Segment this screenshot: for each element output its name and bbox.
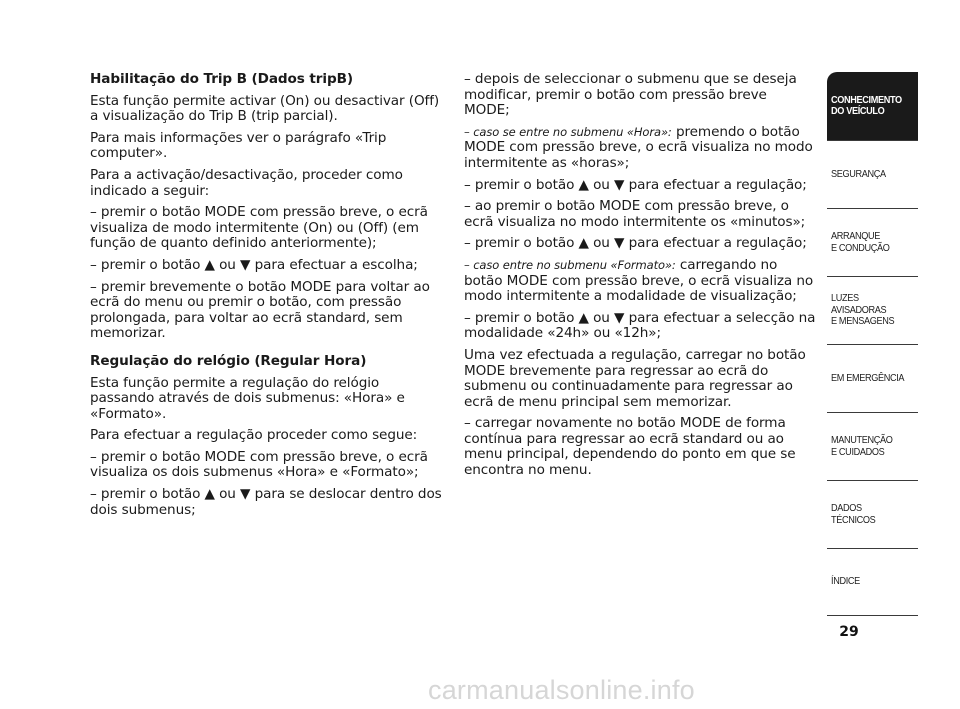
paragraph: Esta função permite activar (On) ou desactivar (Off) a visualização do Trip B (trip parcial). [90, 92, 440, 125]
instruction-step: – premir o botão ▲ ou ▼ para efectuar a escolha; [90, 256, 418, 273]
tab-conhecimento-do-veiculo[interactable]: CONHECIMENTO DO VEÍCULO [827, 72, 918, 140]
instruction-step: – premir o botão ▲ ou ▼ para efectuar a regulação; [464, 235, 807, 252]
instruction-step: – premir brevemente o botão MODE para voltar ao ecrã do menu ou premir o botão, com pressão prolongada, para voltar ao ecrã standard, sem memorizar. [90, 278, 430, 342]
submenu-label-formato: – caso entre no submenu «Formato»: [464, 257, 676, 272]
step-text: premendo o botão MODE com pressão breve, o ecrã visualiza no modo intermitente as «horas»; [464, 123, 813, 171]
tab-luzes-avisadoras[interactable]: LUZES AVISADORAS E MENSAGENS [827, 276, 918, 344]
instruction-step: – depois de seleccionar o submenu que se deseja modificar, premir o botão com pressão breve MODE; [464, 71, 797, 119]
paragraph: Para mais informações ver o parágrafo «Trip computer». [90, 129, 387, 162]
instruction-step: – premir o botão ▲ ou ▼ para efectuar a regulação; [464, 176, 807, 193]
section-heading-trip-b: Habilitação do Trip B (Dados tripB) [90, 71, 353, 87]
instruction-step [464, 125, 816, 172]
instruction-step: – premir o botão ▲ ou ▼ para efectuar a selecção na modalidade «24h» ou «12h»; [464, 309, 816, 342]
right-column [464, 72, 816, 485]
chapter-tabs [827, 72, 918, 616]
instruction-step: – premir o botão MODE com pressão breve, o ecrã visualiza os dois submenus «Hora» e «Formato»; [90, 448, 428, 481]
tab-em-emergencia[interactable]: EM EMERGÊNCIA [827, 344, 918, 412]
instruction-step: – premir o botão MODE com pressão breve, o ecrã visualiza de modo intermitente (On) ou (Off) (em função de quanto definido anteriormente); [90, 204, 428, 252]
instruction-step: – premir o botão ▲ ou ▼ para se deslocar dentro dos dois submenus; [90, 486, 442, 518]
page-number: 29 [839, 624, 859, 640]
tab-arranque-e-conducao[interactable]: ARRANQUE E CONDUÇÃO [827, 208, 918, 276]
section-heading-clock: Regulação do relógio (Regular Hora) [90, 352, 367, 369]
instruction-step: – ao premir o botão MODE com pressão breve, o ecrã visualiza no modo intermitente os «minutos»; [464, 198, 806, 230]
paragraph: Uma vez efectuada a regulação, carregar no botão MODE brevemente para regressar ao ecrã do submenu ou continuadamente para regressar ao ecrã de menu principal sem memorizar. [464, 346, 806, 410]
instruction-step [464, 258, 816, 305]
paragraph: Para a activação/desactivação, proceder como indicado a seguir: [90, 166, 403, 199]
step-text: carregando no botão MODE com pressão breve, o ecrã visualiza no modo intermitente a modalidade de visualização; [464, 256, 814, 305]
tab-dados-tecnicos[interactable]: DADOS TÉCNICOS [827, 480, 918, 548]
paragraph: Para efectuar a regulação proceder como segue: [90, 427, 418, 444]
submenu-label-hora: – caso se entre no submenu «Hora»: [464, 124, 672, 139]
tab-manutencao-e-cuidados[interactable]: MANUTENÇÃO E CUIDADOS [827, 412, 918, 480]
paragraph: Esta função permite a regulação do relógio passando através de dois submenus: «Hora» e «Formato». [90, 374, 405, 422]
tab-indice[interactable]: ÍNDICE [827, 548, 918, 616]
tab-seguranca[interactable]: SEGURANÇA [827, 140, 918, 208]
watermark: carmanualsonline.info [428, 675, 695, 705]
instruction-step: – carregar novamente no botão MODE de forma contínua para regressar ao ecrã standard ou ao menu principal, dependendo do ponto em que se encontra no menu. [464, 415, 796, 479]
left-column [90, 72, 442, 524]
